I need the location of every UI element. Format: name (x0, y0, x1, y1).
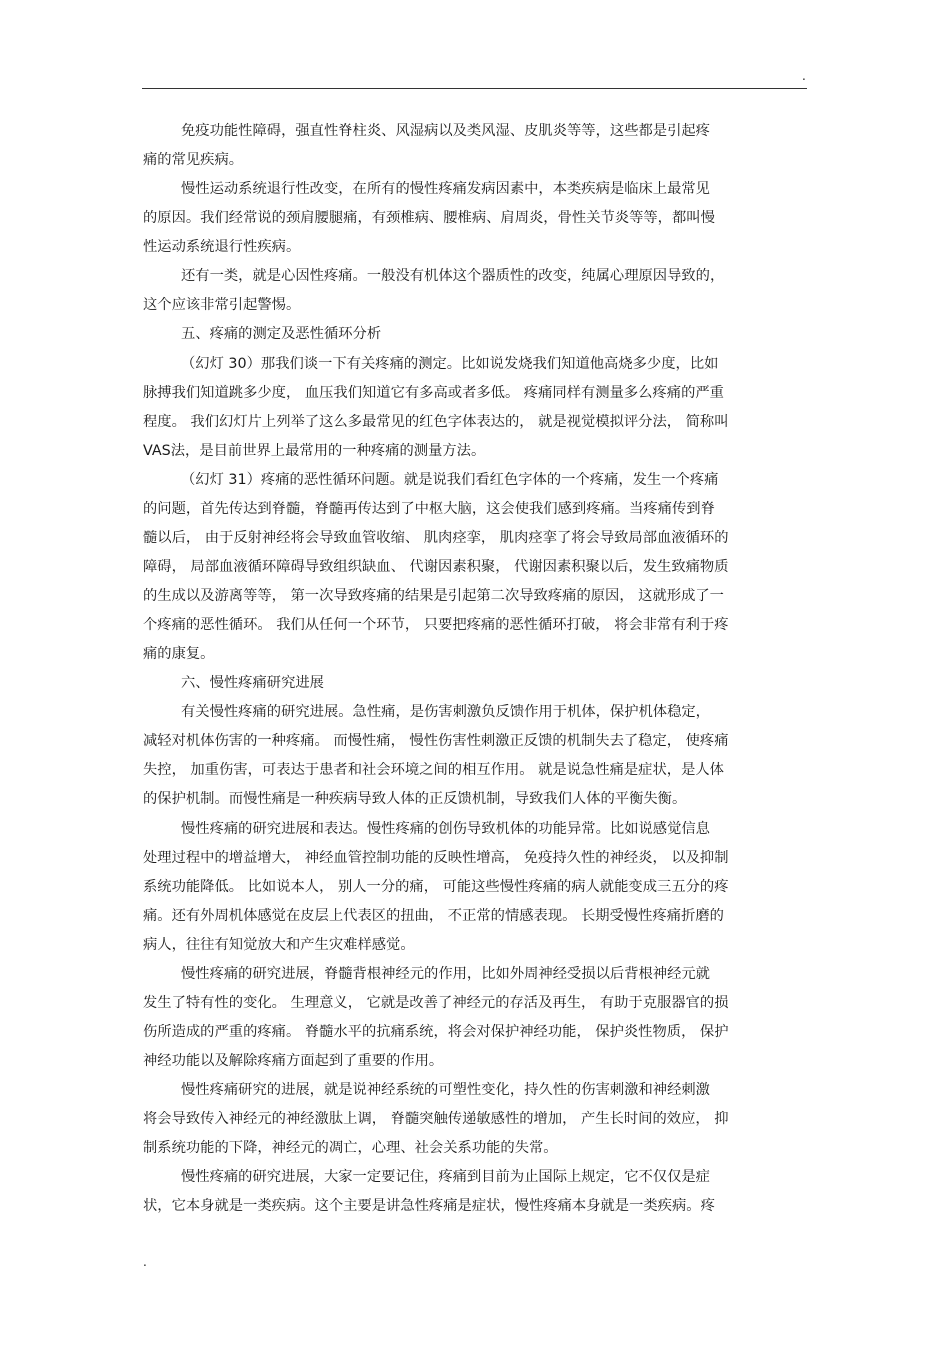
text-line: 髓以后， 由于反射神经将会导致血管收缩、 肌肉痉挛， 肌肉痉挛了将会导致局部血液循环的 (143, 529, 729, 546)
text-line: 病人，往往有知觉放大和产生灾难样感觉。 (143, 936, 415, 953)
header-mark: . (802, 69, 806, 83)
text-line: 性运动系统退行性疾病。 (143, 239, 301, 256)
text-line: 制系统功能的下降，神经元的凋亡，心理、社会关系功能的失常。 (143, 1140, 558, 1157)
text-line: VAS法，是目前世界上最常用的一种疼痛的测量方法。 (143, 442, 486, 459)
text-line: 五、疼痛的测定及恶性循环分析 (181, 326, 382, 343)
text-line: 伤所造成的严重的疼痛。 脊髓水平的抗痛系统，将会对保护神经功能， 保护炎性物质， 保护 (143, 1023, 729, 1040)
text-line: 障碍， 局部血液循环障碍导致组织缺血、 代谢因素积聚， 代谢因素积聚以后，发生致痛物质 (143, 558, 729, 575)
text-line: 免疫功能性障碍，强直性脊柱炎、风湿病以及类风湿、皮肌炎等等，这些都是引起疼 (181, 123, 710, 139)
text-line: 的原因。我们经常说的颈肩腰腿痛，有颈椎病、腰椎病、肩周炎，骨性关节炎等等，都叫慢 (143, 210, 715, 227)
text-line: 慢性疼痛的研究进展和表达。慢性疼痛的创伤导致机体的功能异常。比如说感觉信息 (181, 820, 710, 837)
text-line: 的保护机制。而慢性痛是一种疾病导致人体的正反馈机制，导致我们人体的平衡失衡。 (143, 791, 687, 808)
document-body (143, 117, 813, 1221)
text-line: 痛的常见疾病。 (143, 152, 244, 169)
text-line: 神经功能以及解除疼痛方面起到了重要的作用。 (143, 1053, 444, 1069)
footer-mark: . (143, 1255, 147, 1269)
text-line: 失控， 加重伤害，可表达于患者和社会环境之间的相互作用。 就是说急性痛是症状，是人体 (143, 762, 724, 779)
text-line: 发生了特有性的变化。 生理意义， 它就是改善了神经元的存活及再生， 有助于克服器官的损 (143, 994, 729, 1011)
header-rule (142, 88, 807, 89)
text-line: 的问题，首先传达到脊髓，脊髓再传达到了中枢大脑，这会使我们感到疼痛。当疼痛传到脊 (143, 500, 715, 517)
text-line: 还有一类，就是心因性疼痛。一般没有机体这个器质性的改变，纯属心理原因导致的， (181, 268, 725, 285)
text-line: 痛的康复。 (143, 646, 215, 663)
text-line: 处理过程中的增益增大， 神经血管控制功能的反映性增高， 免疫持久性的神经炎， 以及抑制 (143, 849, 729, 866)
text-line: 慢性疼痛研究的进展，就是说神经系统的可塑性变化，持久性的伤害刺激和神经刺激 (181, 1082, 710, 1099)
text-line: 六、慢性疼痛研究进展 (181, 675, 324, 692)
text-line: 这个应该非常引起警惕。 (143, 297, 301, 314)
text-line: 有关慢性疼痛的研究进展。急性痛，是伤害刺激负反馈作用于机体，保护机体稳定， (181, 704, 710, 721)
text-line: （幻灯 30）那我们谈一下有关疼痛的测定。比如说发烧我们知道他高烧多少度，比如 (181, 355, 719, 372)
text-line: 减轻对机体伤害的一种疼痛。 而慢性痛， 慢性伤害性刺激正反馈的机制失去了稳定， 使疼痛 (143, 733, 729, 750)
text-line: 慢性疼痛的研究进展，大家一定要记住，疼痛到目前为止国际上规定，它不仅仅是症 (181, 1169, 710, 1186)
text-line: 将会导致传入神经元的神经激肽上调， 脊髓突触传递敏感性的增加， 产生长时间的效应， 抑 (143, 1111, 729, 1128)
text-line: 慢性运动系统退行性改变，在所有的慢性疼痛发病因素中，本类疾病是临床上最常见 (181, 181, 710, 198)
text-line: 程度。 我们幻灯片上列举了这么多最常见的红色字体表达的， 就是视觉模拟评分法， 简称叫 (143, 413, 729, 430)
text-line: 状，它本身就是一类疾病。这个主要是讲急性疼痛是症状，慢性疼痛本身就是一类疾病。疼 (143, 1198, 715, 1215)
text-line: 个疼痛的恶性循环。 我们从任何一个环节， 只要把疼痛的恶性循环打破， 将会非常有利于疼 (143, 617, 729, 634)
text-line: 痛。还有外周机体感觉在皮层上代表区的扭曲， 不正常的情感表现。 长期受慢性疼痛折磨的 (143, 907, 724, 924)
text-line: 慢性疼痛的研究进展，脊髓背根神经元的作用，比如外周神经受损以后背根神经元就 (181, 965, 710, 982)
text-line: 的生成以及游离等等， 第一次导致疼痛的结果是引起第二次导致疼痛的原因， 这就形成了一 (143, 588, 724, 604)
text-line: （幻灯 31）疼痛的恶性循环问题。就是说我们看红色字体的一个疼痛，发生一个疼痛 (181, 471, 719, 488)
text-line: 系统功能降低。 比如说本人， 别人一分的痛， 可能这些慢性疼痛的病人就能变成三五分的疼 (143, 878, 729, 895)
text-line: 脉搏我们知道跳多少度， 血压我们知道它有多高或者多低。 疼痛同样有测量多么疼痛的严重 (143, 384, 724, 401)
